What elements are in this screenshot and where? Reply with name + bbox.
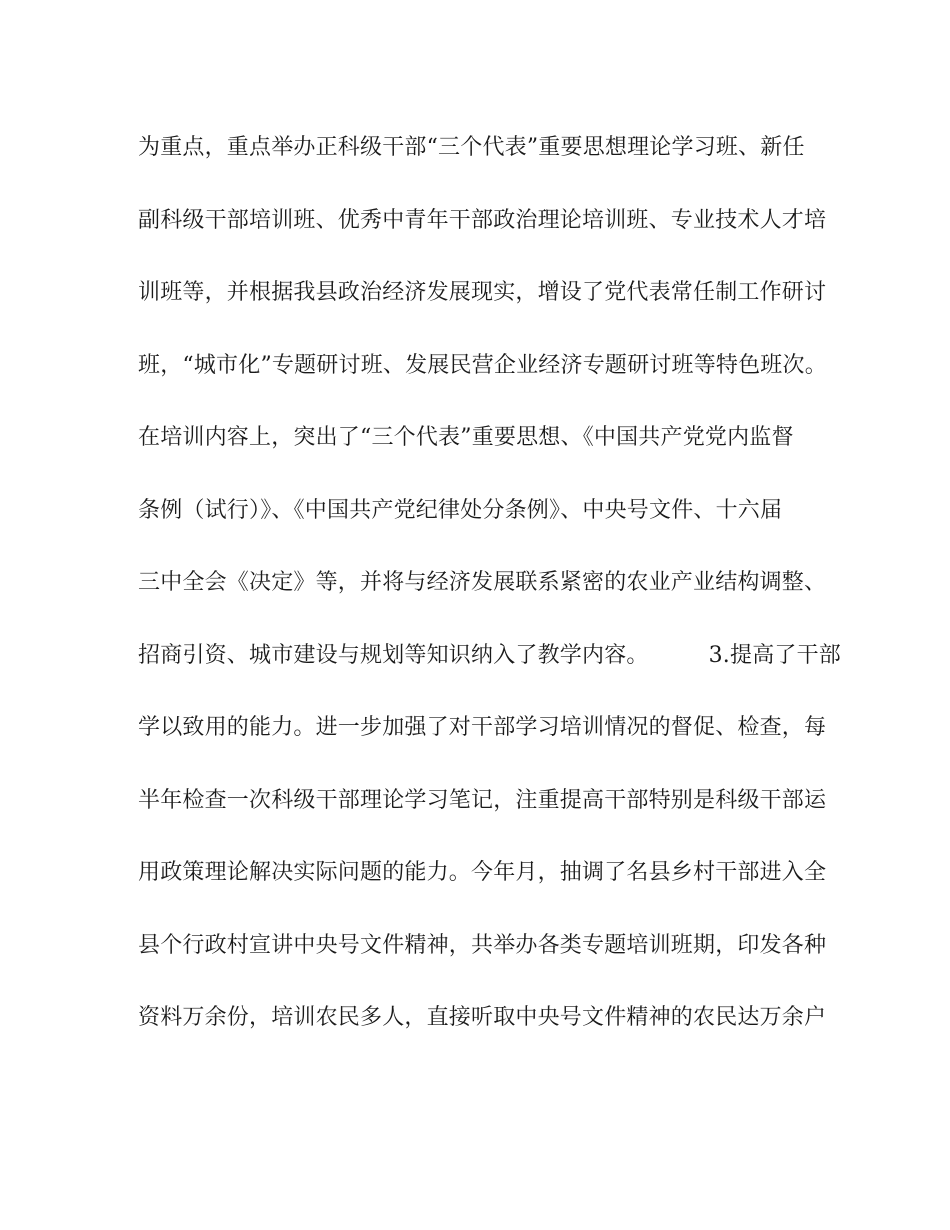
text-line: 为重点，重点举办正科级干部“三个代表”重要思想理论学习班、新任 [138,135,805,160]
text-line: 半年检查一次科级干部理论学习笔记，注重提高干部特别是科级干部运 [138,787,827,813]
text-line: 资料万余份，培训农民多人，直接听取中央号文件精神的农民达万余户 [138,1005,827,1030]
text-line: 副科级干部培训班、优秀中青年干部政治理论培训班、专业技术人才培 [138,207,827,233]
text-line: 学以致用的能力。进一步加强了对干部学习培训情况的督促、检查，每 [138,715,827,740]
text-line [138,642,841,669]
section-heading-inline: 3.提高了干部 [708,642,841,668]
text-line: 条例（试行）》、《中国共产党纪律处分条例》、中央号文件、十六届 [138,497,783,523]
text-line: 县个行政村宣讲中央号文件精神，共举办各类专题培训班期，印发各种 [138,932,827,958]
body-text [138,134,841,1077]
text-line: 训班等，并根据我县政治经济发展现实，增设了党代表常任制工作研讨 [138,280,827,305]
text-line: 班，“城市化”专题研讨班、发展民营企业经济专题研讨班等特色班次。 [138,352,827,378]
text-line: 用政策理论解决实际问题的能力。今年月，抽调了名县乡村干部进入全 [138,860,827,885]
text-line-part: 招商引资、城市建设与规划等知识纳入了教学内容。 [138,642,649,668]
text-line: 在培训内容上，突出了“三个代表”重要思想、《中国共产党党内监督 [138,425,794,450]
text-line: 三中全会《决定》等，并将与经济发展联系紧密的农业产业结构调整、 [138,570,827,595]
